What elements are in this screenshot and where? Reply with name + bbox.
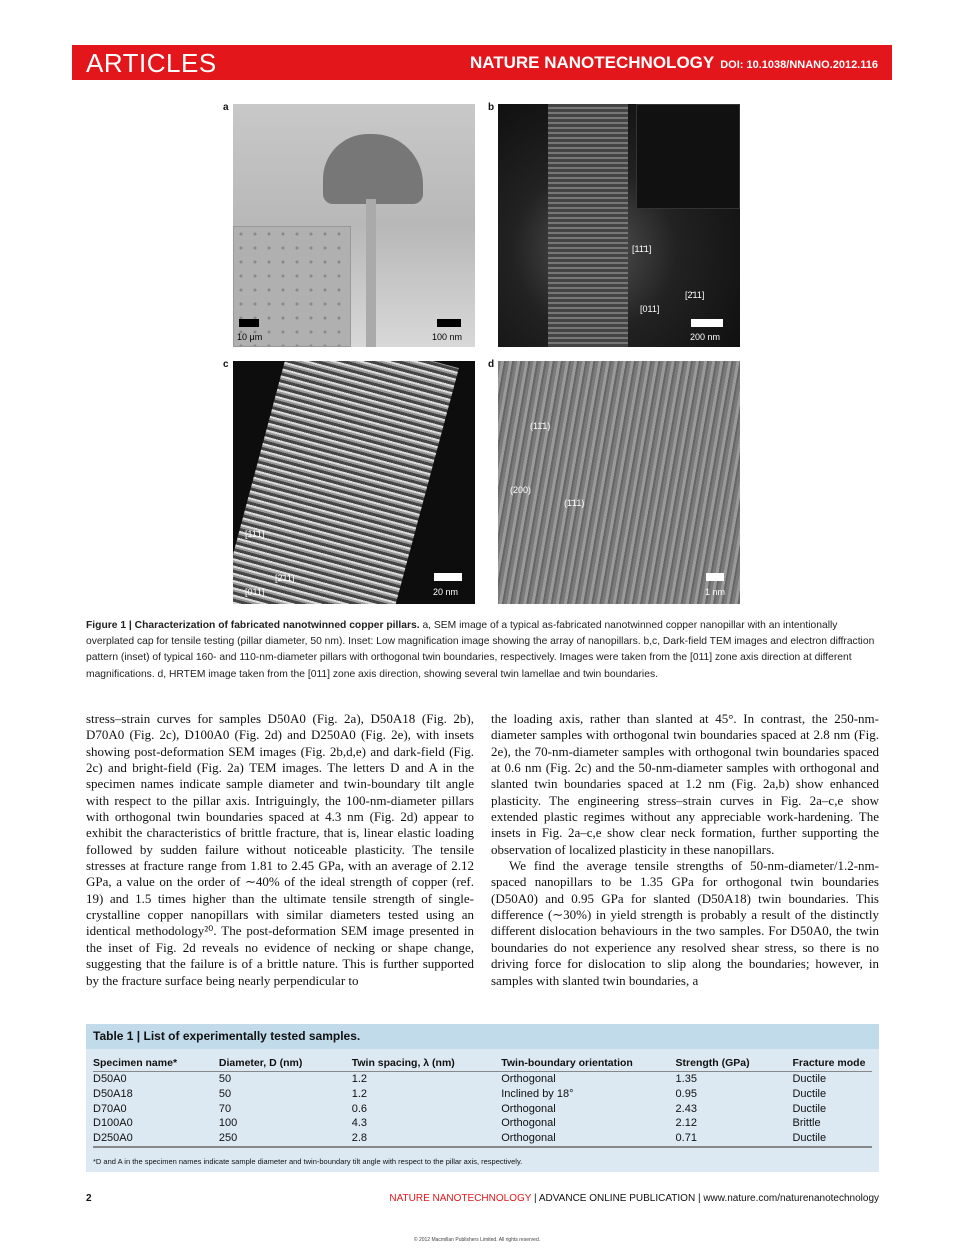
table-cell: Ductile bbox=[792, 1073, 827, 1085]
scale-label: 1 nm bbox=[705, 587, 726, 597]
footer-journal: NATURE NANOTECHNOLOGY bbox=[389, 1193, 532, 1204]
doi: DOI: 10.1038/NNANO.2012.116 bbox=[720, 59, 878, 71]
table-row bbox=[93, 1116, 872, 1131]
body-column-right: the loading axis, rather than slanted at 45°. In contrast, the 250-nm-diameter samples with orthogonal twin boundaries spaced at 2.8 nm (Fig. 2e), the 70-nm-diameter samples with orthogonal twin boundaries spaced at 0.6 nm (Fig. 2c) and the 50-nm-diameter samples with orthogonal and slanted twin boundaries spaced at 1.2 nm (Fig. 2a,b) show enhanced plasticity. The engineering stress–strain curves in Fig. 2a–c,e show extended plastic regimes without any appreciable work-hardening. The insets in Fig. 2a–c,e show clear neck formation, further supporting the observation of localized plasticity in these nanopillars. We find the average tensile strengths of 50-nm-diameter/1.2-nm-spaced nanopillars to be 1.35 GPa for orthogonal twin boundaries (D50A0) and 0.95 GPa for slanted (D50A18) twin boundaries. This difference (∼30%) in yield strength is probably a result of the distinctly different dislocation behaviours in the two samples. For D50A0, the twin boundaries do not experience any resolved shear stress, so there is no driving force for dislocation to slip along the boundaries; however, in samples with slanted twin boundaries, a bbox=[491, 711, 879, 988]
table-cell: Ductile bbox=[792, 1087, 827, 1100]
table-cell: 70 bbox=[218, 1102, 232, 1115]
journal-name: NATURE NANOTECHNOLOGY bbox=[469, 53, 715, 72]
figure-panel-b-tem: [11̄1] [2̄11] [011] 200 nm bbox=[498, 104, 740, 347]
table-cell: 100 bbox=[218, 1117, 238, 1130]
table-cell: 1.2 bbox=[351, 1087, 368, 1100]
table-cell: 2.12 bbox=[675, 1117, 697, 1130]
table-cell: 50 bbox=[218, 1073, 232, 1085]
pillar-stem bbox=[366, 199, 376, 347]
figure-panel-c-tem: [11̄1] [2̄11] [011] 20 nm bbox=[233, 361, 475, 604]
table-cell: 250 bbox=[219, 1131, 352, 1147]
table-cell: D50A18 bbox=[93, 1087, 133, 1100]
figure-panel-d-hrtem: (11̄1) (200) (1̄11) 1 nm bbox=[498, 361, 740, 604]
table-cell: 2.43 bbox=[675, 1102, 697, 1115]
body-column-left: stress–strain curves for samples D50A0 (Fig. 2a), D50A18 (Fig. 2b), D70A0 (Fig. 2c), D100A0 (Fig. 2d) and D250A0 (Fig. 2e), with insets showing post-deformation SEM images (Fig. 2b,d,e) and dark-field (Fig. 2c) and bright-field (Fig. 2a) TEM images. The letters D and A in the specimen names indicate sample diameter and twin-boundary tilt angle with respect to the pillar axis. Intriguingly, the 100-nm-diameter pillars with orthogonal twin boundaries spaced at 4.3 nm (Fig. 2d) appear to exhibit the characteristics of brittle fracture, that is, linear elastic loading followed by sudden failure without noticeable plasticity. The tensile stresses at fracture range from 1.81 to 2.45 GPa, with an average of 2.12 GPa, a value on the order of ∼40% of the ideal strength of copper (ref. 19) and 1.5 times higher than the ultimate tensile strength of single-crystalline copper nanopillars with similar diameters tested using an identical methodology²⁰. The post-deformation SEM image presented in the inset of Fig. 2d reveals no evidence of necking or shape change, suggesting that the failure is of a brittle nature. This is further supported by the fracture surface being nearly perpendicular to bbox=[86, 711, 474, 988]
table-cell: 0.71 bbox=[676, 1131, 793, 1147]
table-cell: Orthogonal bbox=[501, 1102, 556, 1115]
table-row bbox=[93, 1072, 872, 1087]
table-cell: Orthogonal bbox=[501, 1117, 556, 1130]
scale-label: 10 μm bbox=[237, 332, 263, 342]
pillar-cap bbox=[323, 134, 423, 204]
table-cell: 0.6 bbox=[351, 1102, 368, 1115]
panel-label-a: a bbox=[223, 102, 229, 113]
column-header: Twin-boundary orientation bbox=[501, 1055, 675, 1072]
table-1 bbox=[86, 1024, 879, 1172]
journal-header bbox=[72, 45, 892, 80]
table-cell: D100A0 bbox=[93, 1117, 133, 1130]
table-cell: D70A0 bbox=[93, 1102, 127, 1115]
section-title: ARTICLES bbox=[86, 48, 217, 78]
column-header: Strength (GPa) bbox=[676, 1055, 793, 1072]
panel-label-d: d bbox=[488, 359, 495, 370]
panel-label-b: b bbox=[488, 102, 495, 113]
copyright: © 2012 Macmillan Publishers Limited. All rights reserved. bbox=[413, 1237, 541, 1243]
table-cell: Orthogonal bbox=[501, 1131, 675, 1147]
column-header: Diameter, D (nm) bbox=[219, 1055, 352, 1072]
table-cell: 2.8 bbox=[352, 1131, 502, 1147]
table-cell: Brittle bbox=[792, 1117, 821, 1130]
table-cell: 4.3 bbox=[351, 1117, 368, 1130]
inset-array bbox=[233, 226, 351, 347]
table-cell: Orthogonal bbox=[501, 1073, 556, 1085]
footer-info: | ADVANCE ONLINE PUBLICATION | www.nature.com/naturenanotechnology bbox=[531, 1193, 879, 1204]
table-cell: D250A0 bbox=[93, 1131, 219, 1147]
table-title: Table 1 | List of experimentally tested samples. bbox=[86, 1024, 879, 1049]
column-header: Fracture mode bbox=[792, 1055, 872, 1072]
table-cell: 1.2 bbox=[351, 1073, 368, 1085]
figure-panel-a-sem bbox=[233, 104, 475, 347]
column-header: Twin spacing, λ (nm) bbox=[352, 1055, 502, 1072]
table-cell: 50 bbox=[218, 1087, 232, 1100]
panel-label-c: c bbox=[223, 359, 229, 370]
scale-label: 200 nm bbox=[690, 332, 721, 342]
table-row bbox=[93, 1102, 872, 1117]
table-cell: Ductile bbox=[792, 1102, 827, 1115]
table-row bbox=[93, 1087, 872, 1102]
table-cell: Inclined by 18° bbox=[501, 1087, 574, 1100]
diffraction-inset bbox=[636, 104, 740, 209]
scale-label: 100 nm bbox=[432, 332, 463, 342]
table-footnote: *D and A in the specimen names indicate sample diameter and twin-boundary tilt angle with respect to the pillar axis, respectively. bbox=[93, 1156, 523, 1166]
table-cell: D50A0 bbox=[93, 1073, 127, 1085]
table-cell: Ductile bbox=[792, 1131, 872, 1147]
column-header: Specimen name* bbox=[93, 1055, 219, 1072]
scale-label: 20 nm bbox=[433, 587, 459, 597]
table-cell: 1.35 bbox=[675, 1073, 697, 1085]
table-cell: 0.95 bbox=[675, 1087, 697, 1100]
page-number: 2 bbox=[86, 1193, 92, 1204]
figure-caption: Figure 1 | Characterization of fabricated nanotwinned copper pillars. a, SEM image of a typical as-fabricated nanotwinned copper nanopillar with an intentionally overplated cap for tensile testing (pillar diameter, 50 nm). Inset: Low magnification image showing the array of nanopillars. b,c, Dark-field TEM images and electron diffraction pattern (inset) of typical 160- and 110-nm-diameter pillars with orthogonal twin boundaries, respectively. Images were taken from the [011] zone axis direction at different magnifications. d, HRTEM image taken from the [011] zone axis direction, showing several twin lamellae and twin boundaries. bbox=[86, 620, 875, 680]
table-row bbox=[93, 1131, 872, 1147]
